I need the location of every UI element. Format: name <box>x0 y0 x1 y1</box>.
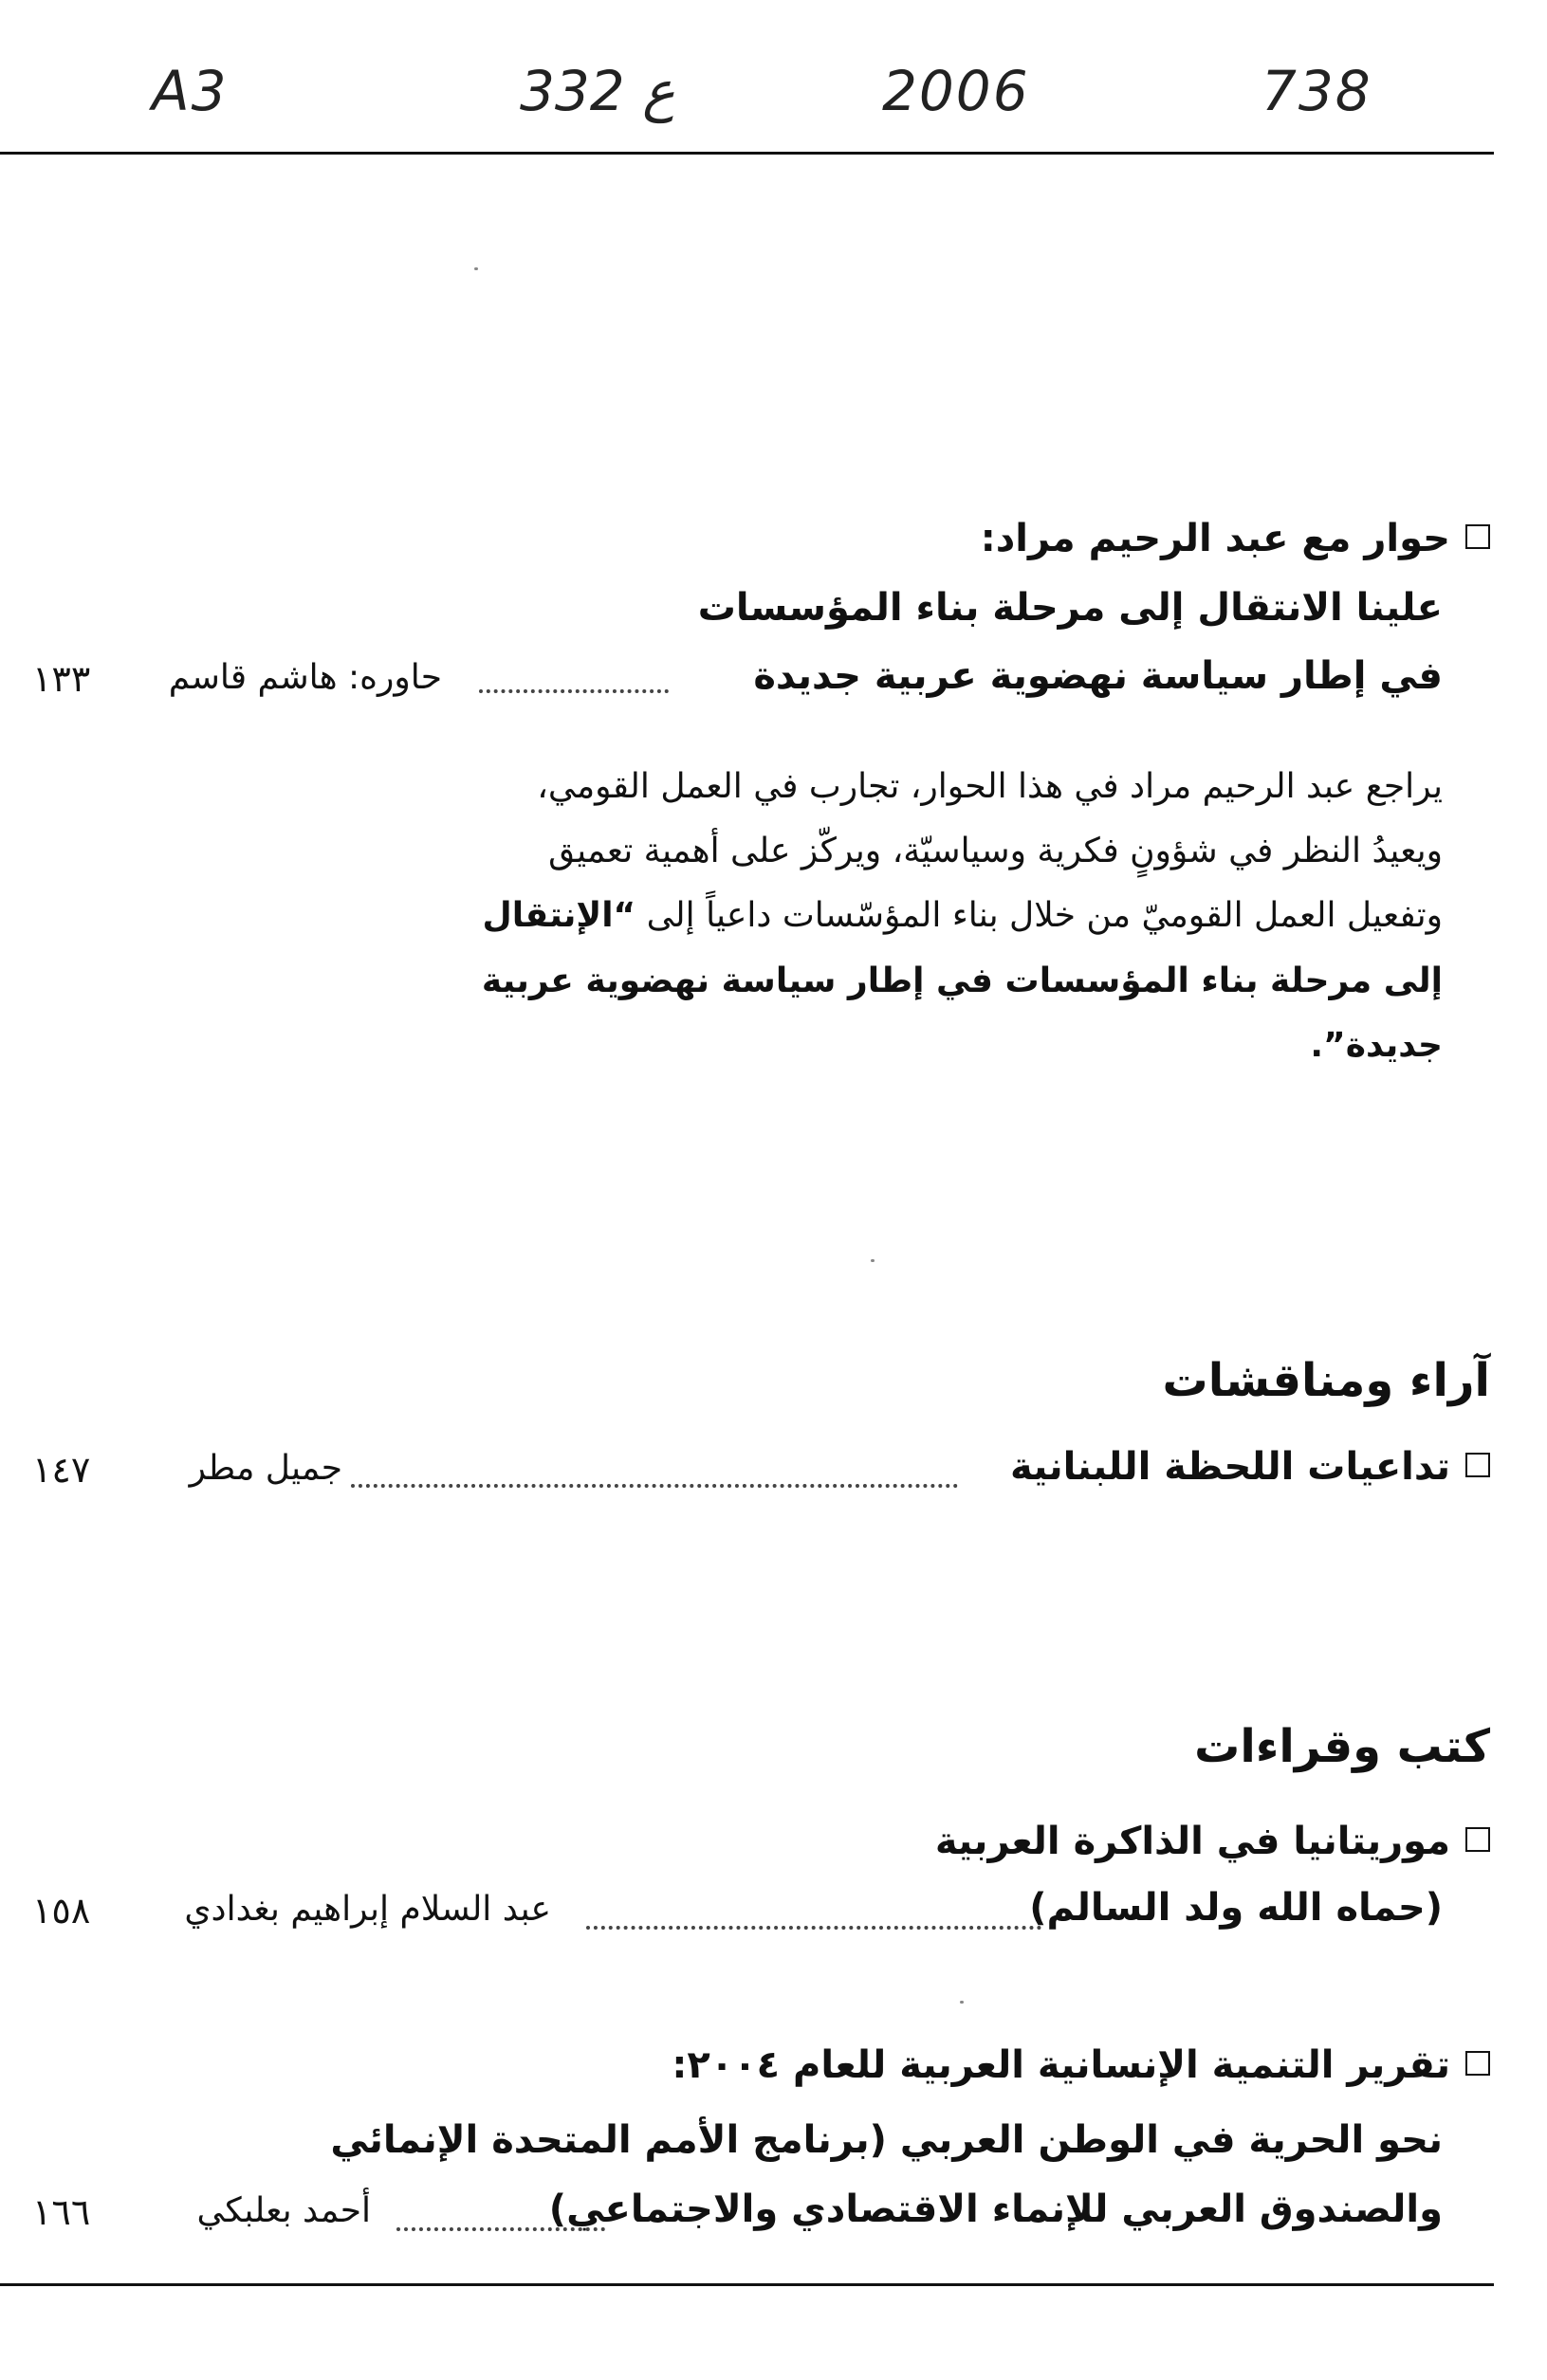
entry-page-number: ١٣٣ <box>32 658 91 700</box>
bottom-rule <box>0 2283 1494 2286</box>
entry-description-line: جديدة”. <box>1310 1026 1443 1065</box>
toc-leader <box>586 1926 1041 1930</box>
checkbox-icon <box>1465 1827 1490 1852</box>
entry-page-number: ١٤٧ <box>32 1449 91 1491</box>
entry-page-number: ١٥٨ <box>32 1890 91 1931</box>
entry-title-line-1: تقرير التنمية الإنسانية العربية للعام ٢٠٠٤: <box>672 2046 1490 2084</box>
speck <box>960 2001 964 2004</box>
speck <box>474 267 478 270</box>
header-mark-year: 2006 <box>882 59 1030 123</box>
entry-title-line-1: تداعيات اللحظة اللبنانية <box>1010 1448 1490 1486</box>
header-mark-code: A3 <box>152 59 229 123</box>
entry-title-line-1: موريتانيا في الذاكرة العربية <box>935 1822 1490 1860</box>
entry-description-line: ويعيدُ النظر في شؤونٍ فكرية وسياسيّة، ويركّز على أهمية تعميق <box>548 832 1443 870</box>
speck <box>871 1259 875 1262</box>
entry-title-line-2: (حماه الله ولد السالم) <box>1029 1886 1443 1930</box>
section-heading: آراء ومناقشات <box>1162 1354 1490 1407</box>
entry-description-line: إلى مرحلة بناء المؤسسات في إطار سياسة نهضوية عربية <box>481 961 1443 1000</box>
entry-author: جميل مطر <box>189 1449 342 1488</box>
header-mark-page: 738 <box>1262 59 1372 123</box>
entry-author: عبد السلام إبراهيم بغدادي <box>184 1890 551 1929</box>
header-mark-number: 332 ع <box>520 59 675 123</box>
section-heading: كتب وقراءات <box>1194 1720 1490 1773</box>
checkbox-icon <box>1465 524 1490 549</box>
entry-description-line: وتفعيل العمل القوميّ من خلال بناء المؤسّسات داعياً إلى “الإنتقال <box>482 896 1443 935</box>
top-rule <box>0 152 1494 155</box>
entry-title-line-2: نحو الحرية في الوطن العربي (برنامج الأمم المتحدة الإنمائي <box>330 2118 1443 2162</box>
entry-author: أحمد بعلبكي <box>196 2191 371 2230</box>
entry-title-line-3: والصندوق العربي للإنماء الاقتصادي والاجتماعي) <box>548 2188 1443 2231</box>
toc-leader <box>351 1484 958 1488</box>
toc-leader <box>479 689 669 693</box>
entry-description-line: يراجع عبد الرحيم مراد في هذا الحوار، تجارب في العمل القومي، <box>537 767 1443 806</box>
entry-author: حاوره: هاشم قاسم <box>168 658 442 697</box>
entry-page-number: ١٦٦ <box>32 2191 91 2233</box>
entry-title-line-1: حوار مع عبد الرحيم مراد: <box>981 520 1490 558</box>
checkbox-icon <box>1465 1453 1490 1477</box>
entry-title-line-3: في إطار سياسة نهضوية عربية جديدة <box>753 654 1443 698</box>
toc-leader <box>396 2227 605 2231</box>
checkbox-icon <box>1465 2051 1490 2076</box>
entry-title-line-2: علينا الانتقال إلى مرحلة بناء المؤسسات <box>697 586 1443 630</box>
